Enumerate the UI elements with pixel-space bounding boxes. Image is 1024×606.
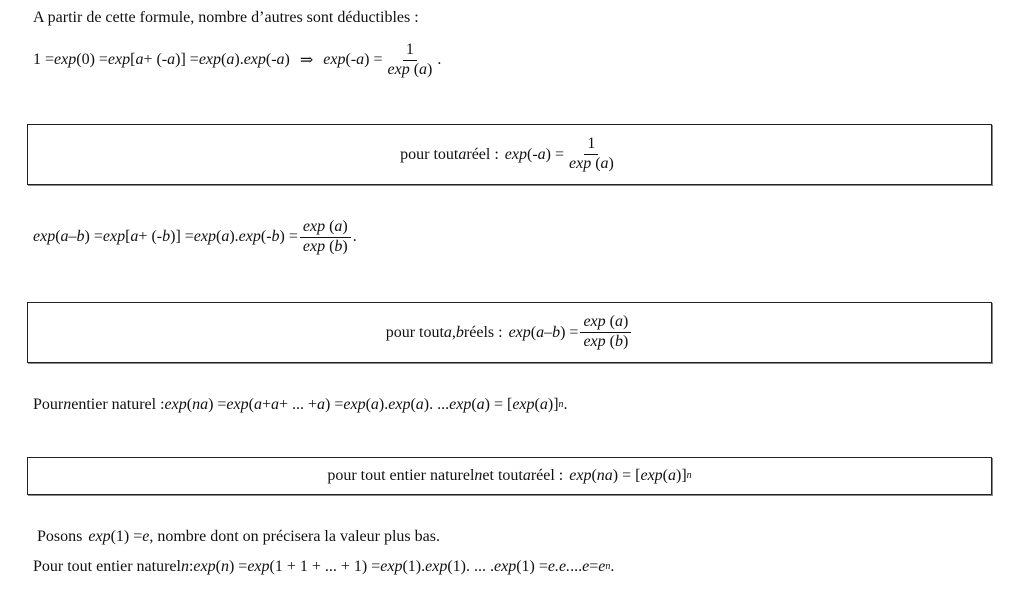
fraction-numerator: 1 <box>403 42 417 61</box>
eq-part: ) <box>342 218 348 235</box>
eq-part: exp <box>323 51 346 69</box>
eq-part: ) = <box>560 323 579 341</box>
eq-part: exp <box>569 155 592 172</box>
eq-part: ( <box>248 396 254 413</box>
eq-part: exp <box>302 237 326 255</box>
implies-symbol: ⇒ <box>299 52 314 70</box>
eq-part: b <box>334 237 343 255</box>
eq-part: ... <box>570 558 583 575</box>
eq-part: ) <box>427 60 433 78</box>
eq-part: ) = <box>364 51 383 69</box>
eq-part: (1). <box>402 558 426 575</box>
fraction-denominator <box>580 333 631 351</box>
eq-part: )] = <box>175 51 199 69</box>
eq-part: exp <box>343 396 366 413</box>
eq-part: exp <box>493 558 517 575</box>
box-text: réel : <box>530 467 564 484</box>
eq-part: a <box>419 60 428 78</box>
eq-part: ) <box>622 333 629 350</box>
eq-part: ). <box>234 51 244 69</box>
eq-part: + (- <box>143 51 168 69</box>
box-text: , <box>451 323 456 341</box>
eq-part: ( <box>662 467 668 484</box>
eq-part: exp <box>640 467 663 484</box>
eq-part: a <box>276 51 285 69</box>
eq-part: exp <box>247 558 270 575</box>
eq-part: exp <box>193 228 216 246</box>
eq-part: exp <box>512 396 535 413</box>
eq-part: na <box>192 396 209 413</box>
eq-part: n <box>63 396 72 413</box>
equation-exp-n-equals-e-power-n <box>33 558 614 576</box>
eq-part: (- <box>526 145 538 163</box>
exponent: n <box>605 561 611 572</box>
eq-part: . <box>610 558 615 575</box>
eq-part: n <box>180 558 189 575</box>
eq-part: ( <box>186 396 193 413</box>
eq-part: [ <box>125 228 131 246</box>
eq-part: 1 = <box>33 51 55 69</box>
box-text: pour tout <box>400 145 459 163</box>
eq-part: exp <box>583 313 606 331</box>
fraction-denominator <box>566 155 617 173</box>
eq-part: exp <box>425 558 448 575</box>
eq-part: ) = <box>279 228 298 246</box>
eq-part: a <box>522 467 531 484</box>
eq-part: ). <box>229 228 239 246</box>
eq-part: a <box>60 228 69 246</box>
eq-part: exp <box>583 333 606 350</box>
eq-part: (1). ... . <box>447 558 494 575</box>
eq-part: ( <box>409 60 420 78</box>
eq-part: ) <box>622 313 629 331</box>
eq-part: exp <box>302 218 326 235</box>
eq-part: exp <box>238 228 261 246</box>
eq-part: ) = <box>325 396 344 413</box>
eq-part: (1) = <box>516 558 548 575</box>
eq-part: a <box>135 51 144 69</box>
eq-part: ( <box>55 228 61 246</box>
eq-part: = <box>589 558 599 575</box>
eq-part: a <box>334 218 343 235</box>
eq-part: ) = <box>228 558 248 575</box>
eq-part: + <box>261 396 271 413</box>
eq-part: n <box>220 558 229 575</box>
fraction-denominator <box>300 238 351 256</box>
eq-part: (- <box>265 51 277 69</box>
eq-part: exp <box>226 396 249 413</box>
fraction <box>300 219 351 256</box>
eq-part: a <box>537 145 546 163</box>
eq-part: ( <box>591 467 597 484</box>
eq-part: ) <box>284 51 290 69</box>
eq-part: [ <box>130 51 136 69</box>
eq-part: b <box>614 333 623 350</box>
eq-part: exp <box>504 145 527 163</box>
eq-part: a <box>614 313 623 331</box>
eq-part: (1 + 1 + ... + 1) = <box>269 558 381 575</box>
eq-part: ( <box>325 218 335 235</box>
eq-part: exp <box>164 396 187 413</box>
eq-part: )] <box>547 396 559 413</box>
eq-part: e <box>582 558 590 575</box>
eq-part: Posons <box>37 528 83 545</box>
eq-part: exp <box>449 396 472 413</box>
eq-part: , nombre dont on précisera la valeur plus bas. <box>149 528 440 545</box>
eq-part: a <box>370 396 379 413</box>
box-text: réel : <box>466 145 499 163</box>
eq-part: )] = <box>170 228 194 246</box>
eq-part: e <box>142 528 150 545</box>
eq-part: b <box>271 228 280 246</box>
eq-part: a <box>536 323 545 341</box>
eq-part: ). <box>378 396 389 413</box>
fraction-numerator: 1 <box>584 136 598 155</box>
eq-part: exp <box>102 228 126 246</box>
box-text: pour tout entier naturel <box>327 467 475 484</box>
eq-part: ( <box>471 396 477 413</box>
eq-part: a <box>668 467 676 484</box>
eq-part: ( <box>591 155 601 172</box>
eq-part: ) = <box>84 228 103 246</box>
eq-part: ). ... <box>423 396 450 413</box>
eq-part: ( <box>605 313 615 331</box>
eq-part: a <box>443 323 452 341</box>
eq-part: exp <box>54 51 77 69</box>
eq-part: : <box>188 558 194 575</box>
eq-part: ) = [ <box>612 467 641 484</box>
eq-part: a <box>415 396 424 413</box>
eq-part: + ... + <box>278 396 318 413</box>
theorem-box-exp-na <box>27 457 992 495</box>
theorem-box-exp-minus-a <box>27 124 992 185</box>
eq-part: + (- <box>138 228 163 246</box>
eq-part: ) = <box>208 396 227 413</box>
eq-part: exp <box>508 323 531 341</box>
eq-part: ( <box>215 558 221 575</box>
eq-part: ( <box>221 51 227 69</box>
eq-part: )] <box>676 467 687 484</box>
eq-part: a <box>539 396 548 413</box>
box-text: pour tout <box>385 323 444 341</box>
eq-part: b <box>162 228 171 246</box>
fraction <box>580 314 631 351</box>
eq-part: exp <box>193 558 216 575</box>
eq-part: a <box>167 51 176 69</box>
eq-part: a <box>270 396 279 413</box>
eq-part: exp <box>107 51 131 69</box>
eq-part: (1) = <box>110 528 143 545</box>
fraction-numerator <box>300 219 351 238</box>
eq-part: . <box>437 51 442 69</box>
equation-exp-na-derivation <box>33 396 568 414</box>
eq-part: a <box>253 396 262 413</box>
eq-part: Pour tout entier naturel <box>33 558 181 575</box>
eq-part: b <box>76 228 85 246</box>
theorem-box-exp-a-minus-b <box>27 302 992 363</box>
eq-part: e.e. <box>547 558 571 575</box>
equation-exp-a-minus-b-derivation <box>33 219 357 256</box>
eq-part: exp <box>198 51 222 69</box>
eq-part: (- <box>260 228 272 246</box>
eq-part: ( <box>605 333 615 350</box>
eq-part: (- <box>345 51 357 69</box>
eq-part: – <box>544 323 553 341</box>
eq-part: a <box>600 155 609 172</box>
eq-part: exp <box>388 396 411 413</box>
eq-part: ( <box>410 396 416 413</box>
eq-part: a <box>221 228 230 246</box>
eq-part: exp <box>33 228 56 246</box>
eq-part: na <box>596 467 613 484</box>
eq-part: entier naturel : <box>71 396 165 413</box>
eq-part: exp <box>243 51 266 69</box>
eq-part: ( <box>325 237 335 255</box>
eq-part: ( <box>530 323 537 341</box>
eq-part: a <box>458 145 467 163</box>
eq-part: ) = [ <box>484 396 513 413</box>
eq-part: . <box>563 396 568 413</box>
eq-part: a <box>356 51 365 69</box>
eq-part: ) <box>608 155 614 172</box>
eq-part: exp <box>88 528 111 545</box>
eq-part: ) = <box>545 145 564 163</box>
eq-part: a <box>130 228 139 246</box>
eq-part: e <box>598 558 606 575</box>
equation-exp-minus-a-derivation <box>33 42 441 79</box>
eq-part: n <box>474 467 483 484</box>
eq-part: ( <box>534 396 540 413</box>
exponent: n <box>686 470 692 481</box>
eq-part: Pour <box>33 396 64 413</box>
definition-e <box>37 528 440 546</box>
eq-part: (0) = <box>76 51 108 69</box>
eq-part: exp <box>387 60 410 78</box>
eq-part: ) <box>342 237 348 255</box>
fraction <box>566 136 617 173</box>
fraction-numerator <box>580 314 631 333</box>
box-text: réels : <box>463 323 503 341</box>
eq-part: exp <box>380 558 403 575</box>
eq-part: . <box>352 228 357 246</box>
eq-part: a <box>317 396 326 413</box>
fraction <box>385 42 436 79</box>
box-text: et tout <box>482 467 523 484</box>
eq-part: a <box>476 396 485 413</box>
eq-part: ( <box>365 396 371 413</box>
fraction-denominator <box>385 61 436 79</box>
eq-part: – <box>68 228 77 246</box>
exponent: n <box>558 399 564 410</box>
eq-part: ( <box>216 228 222 246</box>
intro-text: A partir de cette formule, nombre d’autres sont déductibles : <box>33 9 419 26</box>
eq-part: b <box>455 323 464 341</box>
eq-part: exp <box>569 467 592 484</box>
eq-part: b <box>552 323 561 341</box>
eq-part: a <box>226 51 235 69</box>
